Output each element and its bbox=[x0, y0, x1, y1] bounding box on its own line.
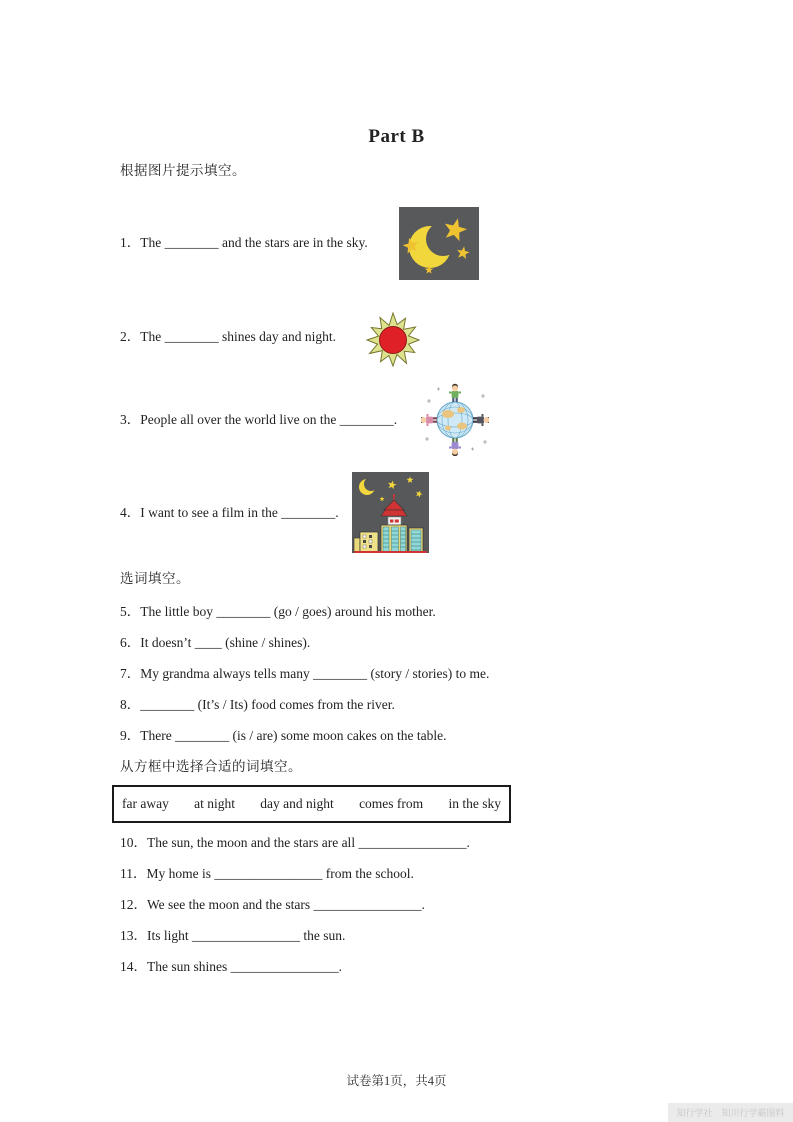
word-bank-item: day and night bbox=[260, 796, 334, 811]
moon-and-stars-image bbox=[399, 207, 479, 280]
question-text: I want to see a film in the ________. bbox=[140, 505, 339, 520]
question-number: 9． bbox=[120, 728, 141, 743]
question-14 bbox=[120, 959, 342, 974]
sun-image bbox=[366, 312, 421, 369]
question-text: There ________ (is / are) some moon cakes on the table. bbox=[140, 728, 447, 743]
question-number: 5． bbox=[120, 604, 141, 619]
word-bank-item: in the sky bbox=[448, 796, 501, 811]
watermark-text-left: 知行学社 bbox=[676, 1108, 713, 1118]
question-text: The little boy ________ (go / goes) around his mother. bbox=[140, 604, 436, 619]
question-number: 10． bbox=[120, 835, 147, 850]
question-number: 2． bbox=[120, 329, 141, 344]
question-4 bbox=[120, 505, 339, 520]
watermark bbox=[668, 1103, 793, 1122]
question-2 bbox=[120, 329, 336, 344]
question-number: 1． bbox=[120, 235, 141, 250]
question-number: 8． bbox=[120, 697, 141, 712]
word-bank-box bbox=[112, 785, 511, 823]
question-number: 6． bbox=[120, 635, 141, 650]
question-text: The ________ shines day and night. bbox=[140, 329, 336, 344]
question-12 bbox=[120, 897, 425, 912]
question-number: 4． bbox=[120, 505, 141, 520]
question-text: Its light ________________ the sun. bbox=[147, 928, 346, 943]
question-number: 14． bbox=[120, 959, 147, 974]
word-bank-item: at night bbox=[194, 796, 235, 811]
question-text: The ________ and the stars are in the sky. bbox=[140, 235, 368, 250]
question-number: 3． bbox=[120, 412, 141, 427]
question-number: 7． bbox=[120, 666, 141, 681]
question-10 bbox=[120, 835, 470, 850]
question-5 bbox=[120, 604, 436, 619]
question-11 bbox=[120, 866, 414, 881]
question-text: My grandma always tells many ________ (story / stories) to me. bbox=[140, 666, 490, 681]
question-number: 11． bbox=[120, 866, 147, 881]
question-number: 12． bbox=[120, 897, 147, 912]
watermark-text-right: 知川行学霸图料 bbox=[721, 1108, 785, 1118]
page-footer: 试卷第1页，共4页 bbox=[346, 1074, 447, 1088]
instruction-word-choice: 选词填空。 bbox=[120, 571, 190, 586]
instruction-word-bank: 从方框中选择合适的词填空。 bbox=[120, 759, 302, 774]
earth-with-children-image bbox=[421, 383, 489, 456]
question-1 bbox=[120, 235, 368, 250]
question-number: 13． bbox=[120, 928, 147, 943]
question-text: ________ (It’s / Its) food comes from the river. bbox=[140, 697, 395, 712]
page-title: Part B bbox=[368, 126, 425, 147]
question-text: The sun, the moon and the stars are all ________________. bbox=[147, 835, 470, 850]
question-9 bbox=[120, 728, 447, 743]
night-city-cinema-image bbox=[352, 472, 429, 553]
question-6 bbox=[120, 635, 310, 650]
question-7 bbox=[120, 666, 489, 681]
instruction-picture-fill: 根据图片提示填空。 bbox=[120, 163, 246, 178]
word-bank-item: comes from bbox=[359, 796, 424, 811]
question-text: It doesn’t ____ (shine / shines). bbox=[140, 635, 311, 650]
question-13 bbox=[120, 928, 345, 943]
question-text: My home is ________________ from the school. bbox=[146, 866, 414, 881]
question-text: People all over the world live on the ________. bbox=[140, 412, 398, 427]
word-bank-item: far away bbox=[122, 796, 169, 811]
question-text: We see the moon and the stars ________________. bbox=[147, 897, 425, 912]
question-text: The sun shines ________________. bbox=[147, 959, 342, 974]
question-3 bbox=[120, 412, 397, 427]
question-8 bbox=[120, 697, 395, 712]
